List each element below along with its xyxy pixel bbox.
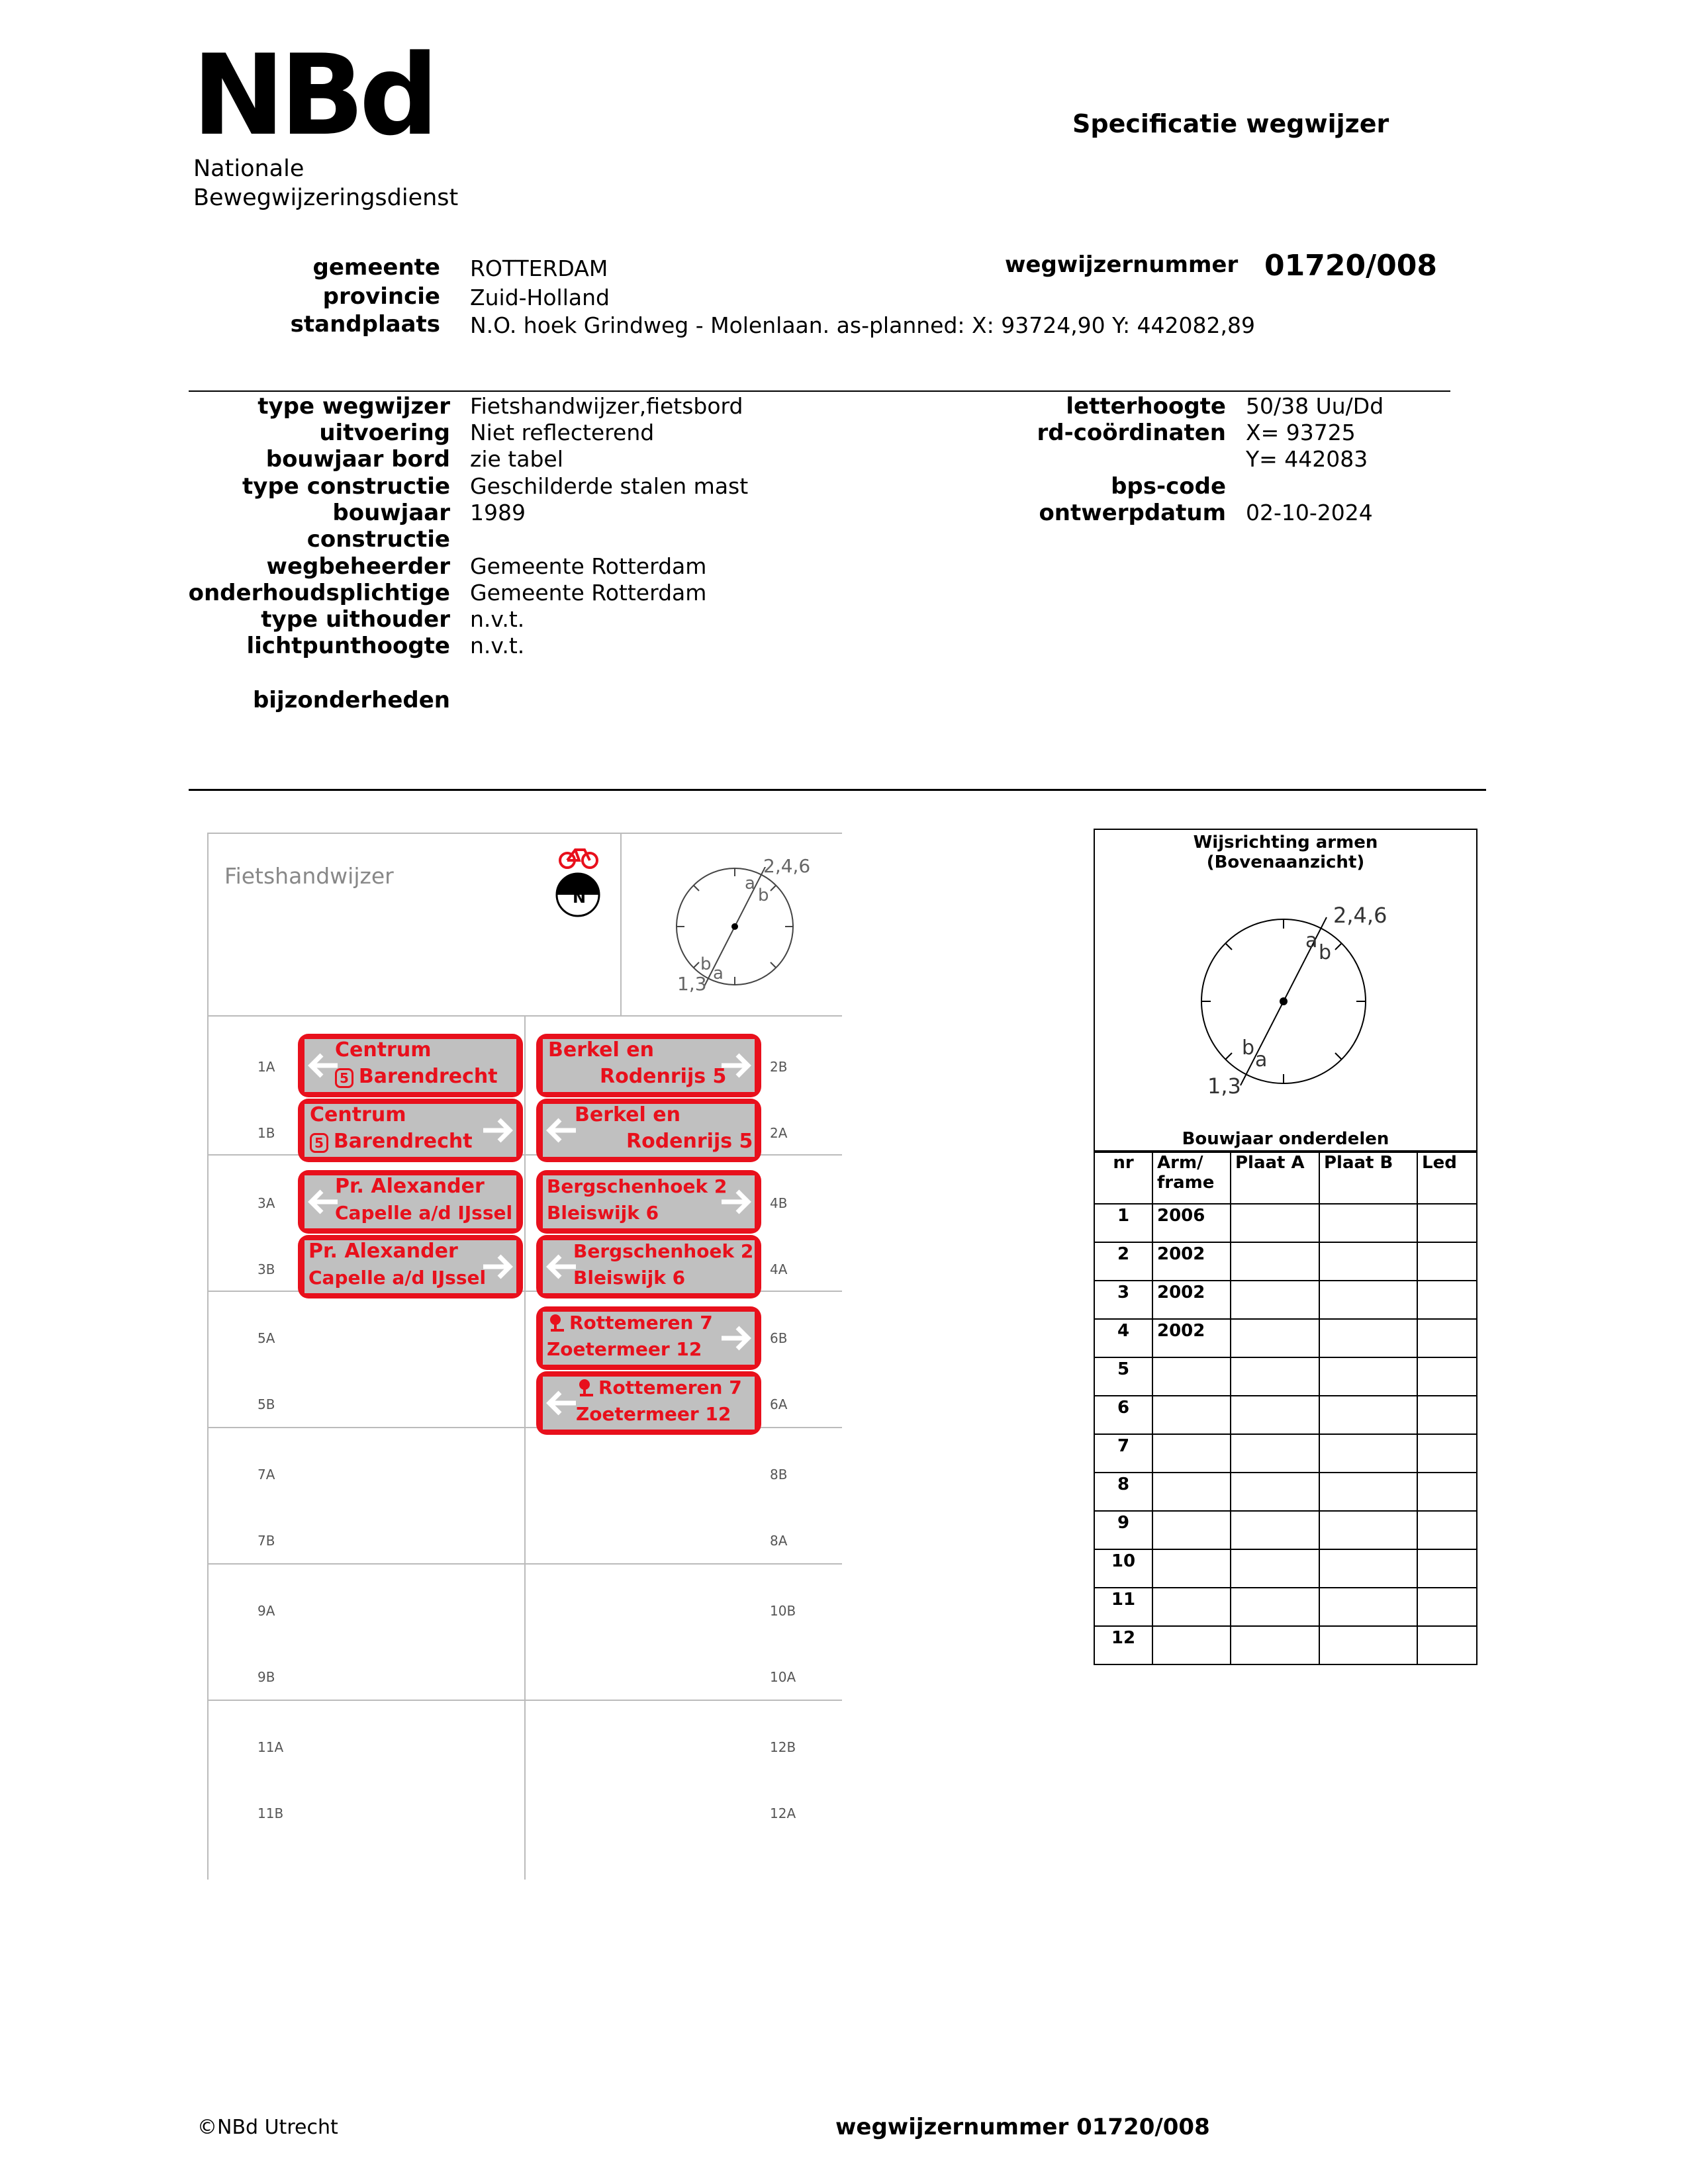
row-arm-frame: 2002 [1152, 1242, 1231, 1281]
plate-1a-line-2: 5 Barendrecht [335, 1064, 498, 1089]
plate-2b-line-1: Berkel en [548, 1038, 654, 1062]
col-plaat-a: Plaat A [1231, 1151, 1319, 1204]
lichtpunthoogte-value: n.v.t. [470, 633, 525, 659]
plate-6b [536, 1306, 761, 1370]
bouwjaar-constructie-label-2: constructie [306, 526, 450, 553]
slot-2b: 2B [770, 1059, 788, 1075]
plate-3b [298, 1235, 523, 1298]
plate-2a-line-1: Berkel en [575, 1103, 680, 1126]
compass-large-a-top: a [1305, 929, 1318, 952]
bouwjaar-title: Bouwjaar onderdelen [1182, 1129, 1389, 1149]
compass-large [1194, 912, 1373, 1091]
slot-7b: 7B [258, 1533, 275, 1549]
plate-4a-line-1: Bergschenhoek 2 [573, 1240, 754, 1262]
plate-2b [536, 1034, 761, 1097]
wegbeheerder-label: wegbeheerder [266, 553, 450, 580]
north-bike-icon [553, 842, 606, 921]
gemeente-label: gemeente [312, 254, 440, 281]
onderhoudsplichtige-value: Gemeente Rotterdam [470, 580, 707, 606]
plate-6a [536, 1371, 761, 1435]
letterhoogte-label: letterhoogte [1066, 393, 1226, 420]
row-line-4 [209, 1563, 842, 1565]
ontwerpdatum-label: ontwerpdatum [1039, 500, 1226, 526]
north-label: N [573, 888, 586, 907]
table-row [1094, 1434, 1477, 1473]
footer-copyright: ©NBd Utrecht [197, 2116, 338, 2139]
row-arm-frame [1152, 1357, 1231, 1396]
plate-4a-line-2: Bleiswijk 6 [573, 1267, 686, 1289]
plate-4a [536, 1235, 761, 1298]
panel-header-divider [620, 834, 622, 1015]
slot-4a: 4A [770, 1261, 788, 1277]
panel-title: Fietshandwijzer [224, 863, 394, 889]
plate-1b-line-1: Centrum [310, 1103, 406, 1126]
plate-3a-line-1: Pr. Alexander [335, 1175, 485, 1198]
rd-coordinaten-label: rd-coördinaten [1037, 420, 1226, 446]
bouwjaar-constructie-value: 1989 [470, 500, 526, 525]
table-row [1094, 1549, 1477, 1588]
plate-1a [298, 1034, 523, 1097]
type-uithouder-label: type uithouder [261, 606, 450, 633]
wijsrichting-title: Wijsrichting armen [1193, 833, 1378, 852]
row-arm-frame [1152, 1588, 1231, 1626]
row-arm-frame [1152, 1511, 1231, 1549]
uitvoering-value: Niet reflecterend [470, 420, 655, 445]
bouwjaar-constructie-label-1: bouwjaar [332, 500, 450, 526]
slot-6b: 6B [770, 1330, 788, 1346]
gemeente-value: ROTTERDAM [470, 255, 608, 281]
footer-nummer: wegwijzernummer 01720/008 [835, 2114, 1210, 2140]
compass-small-b-top: b [758, 886, 769, 905]
compass-small-a-top: a [745, 874, 755, 893]
route-badge: 5 [310, 1133, 328, 1153]
plate-6b-line-1: Rottemeren 7 [569, 1312, 713, 1334]
type-constructie-label: type constructie [242, 473, 450, 500]
arrow-right-icon [477, 1111, 516, 1150]
slot-3b: 3B [258, 1261, 275, 1277]
wijsrichting-subtitle: (Bovenaanzicht) [1206, 852, 1365, 872]
logo-line-1: Nationale [193, 156, 305, 182]
compass-large-top: 2,4,6 [1333, 903, 1387, 928]
plate-1b [298, 1099, 523, 1162]
plate-1b-line-2: 5 Barendrecht [310, 1129, 473, 1154]
type-wegwijzer-label: type wegwijzer [258, 393, 450, 420]
table-row [1094, 1473, 1477, 1511]
table-row [1094, 1511, 1477, 1549]
divider-top [189, 390, 1450, 392]
table-row [1094, 1319, 1477, 1357]
slot-12b: 12B [770, 1739, 796, 1755]
table-row [1094, 1626, 1477, 1664]
slot-11a: 11A [258, 1739, 284, 1755]
recreation-tree-icon [547, 1313, 567, 1333]
bouwjaar-bord-value: zie tabel [470, 446, 563, 472]
plate-3a-line-2: Capelle a/d IJssel [335, 1202, 513, 1224]
plate-6b-line-2: Zoetermeer 12 [547, 1338, 702, 1360]
wegwijzernummer-value: 01720/008 [1264, 249, 1437, 283]
plate-3b-line-2: Capelle a/d IJssel [308, 1267, 487, 1289]
row-arm-frame [1152, 1434, 1231, 1473]
table-header-row [1094, 1151, 1477, 1204]
standplaats-label: standplaats [290, 311, 440, 338]
row-arm-frame [1152, 1473, 1231, 1511]
slot-12a: 12A [770, 1805, 796, 1821]
plate-2b-line-2: Rodenrijs 5 [600, 1065, 727, 1088]
row-nr: 1 [1094, 1204, 1152, 1242]
slot-1a: 1A [258, 1059, 275, 1075]
uitvoering-label: uitvoering [319, 420, 450, 446]
table-row [1094, 1357, 1477, 1396]
document-title: Specificatie wegwijzer [1072, 109, 1389, 138]
plate-4b-line-2: Bleiswijk 6 [547, 1202, 659, 1224]
table-row [1094, 1588, 1477, 1626]
lichtpunthoogte-label: lichtpunthoogte [246, 633, 450, 659]
plate-4b-line-1: Bergschenhoek 2 [547, 1175, 727, 1197]
row-arm-frame: 2002 [1152, 1319, 1231, 1357]
logo-line-2: Bewegwijzeringsdienst [193, 185, 459, 211]
panel-center-line [524, 1015, 526, 1880]
sign-panel [207, 833, 842, 1880]
compass-small-bottom: 1,3 [677, 973, 707, 995]
bouwjaar-bord-label: bouwjaar bord [265, 446, 450, 473]
plate-3a [298, 1170, 523, 1234]
row-nr: 10 [1094, 1549, 1152, 1588]
row-arm-frame [1152, 1396, 1231, 1434]
row-nr: 3 [1094, 1281, 1152, 1319]
plate-6a-line-2: Zoetermeer 12 [576, 1403, 731, 1425]
compass-large-b-bottom: b [1242, 1036, 1255, 1060]
plate-3b-line-1: Pr. Alexander [308, 1240, 458, 1263]
wijsrichting-box [1094, 829, 1477, 1153]
slot-5b: 5B [258, 1396, 275, 1412]
row-nr: 11 [1094, 1588, 1152, 1626]
col-led: Led [1417, 1151, 1477, 1204]
compass-small-a-bottom: a [713, 964, 724, 983]
row-arm-frame: 2006 [1152, 1204, 1231, 1242]
table-row [1094, 1396, 1477, 1434]
plate-4b [536, 1170, 761, 1234]
bps-code-label: bps-code [1111, 473, 1226, 500]
route-badge: 5 [335, 1068, 353, 1088]
provincie-value: Zuid-Holland [470, 285, 610, 310]
row-arm-frame [1152, 1626, 1231, 1664]
compass-small-b-bottom: b [700, 954, 712, 974]
row-nr: 12 [1094, 1626, 1152, 1664]
row-nr: 6 [1094, 1396, 1152, 1434]
provincie-label: provincie [322, 283, 440, 310]
table-row [1094, 1281, 1477, 1319]
onderhoudsplichtige-label: onderhoudsplichtige [188, 580, 450, 606]
slot-8b: 8B [770, 1467, 788, 1482]
plate-2a [536, 1099, 761, 1162]
col-nr: nr [1094, 1151, 1152, 1204]
nbd-logo: NBd [192, 30, 434, 160]
type-constructie-value: Geschilderde stalen mast [470, 473, 749, 499]
ontwerpdatum-value: 02-10-2024 [1246, 500, 1373, 525]
type-uithouder-value: n.v.t. [470, 606, 525, 632]
row-nr: 5 [1094, 1357, 1152, 1396]
table-row [1094, 1242, 1477, 1281]
letterhoogte-value: 50/38 Uu/Dd [1246, 393, 1384, 419]
compass-large-b-top: b [1319, 941, 1332, 964]
row-nr: 8 [1094, 1473, 1152, 1511]
slot-4b: 4B [770, 1195, 788, 1211]
standplaats-value: N.O. hoek Grindweg - Molenlaan. as-planned: X: 93724,90 Y: 442082,89 [470, 312, 1256, 338]
row-nr: 2 [1094, 1242, 1152, 1281]
bouwjaar-table [1094, 1150, 1477, 1665]
slot-6a: 6A [770, 1396, 788, 1412]
slot-11b: 11B [258, 1805, 284, 1821]
row-nr: 4 [1094, 1319, 1152, 1357]
wegbeheerder-value: Gemeente Rotterdam [470, 553, 707, 579]
slot-5a: 5A [258, 1330, 275, 1346]
rd-y-value: Y= 442083 [1246, 446, 1368, 472]
plate-6a-line-1: Rottemeren 7 [598, 1377, 742, 1398]
slot-7a: 7A [258, 1467, 275, 1482]
slot-2a: 2A [770, 1125, 788, 1141]
divider-bottom [189, 789, 1486, 791]
col-plaat-b: Plaat B [1319, 1151, 1417, 1204]
compass-small-top: 2,4,6 [763, 855, 811, 877]
rd-x-value: X= 93725 [1246, 420, 1356, 445]
row-arm-frame [1152, 1549, 1231, 1588]
row-nr: 7 [1094, 1434, 1152, 1473]
recreation-tree-icon [576, 1378, 596, 1398]
row-arm-frame: 2002 [1152, 1281, 1231, 1319]
slot-10a: 10A [770, 1669, 796, 1685]
plate-2a-line-2: Rodenrijs 5 [626, 1130, 753, 1153]
plate-1a-line-1: Centrum [335, 1038, 432, 1062]
slot-9b: 9B [258, 1669, 275, 1685]
wegwijzernummer-label: wegwijzernummer [1005, 251, 1239, 278]
bijzonderheden-label: bijzonderheden [252, 687, 450, 713]
slot-1b: 1B [258, 1125, 275, 1141]
compass-large-bottom: 1,3 [1207, 1073, 1241, 1099]
arrow-right-icon [715, 1318, 755, 1358]
slot-3a: 3A [258, 1195, 275, 1211]
table-row [1094, 1204, 1477, 1242]
row-line-5 [209, 1700, 842, 1701]
slot-10b: 10B [770, 1603, 796, 1619]
compass-large-a-bottom: a [1255, 1048, 1268, 1071]
slot-8a: 8A [770, 1533, 788, 1549]
col-arm-frame: Arm/ frame [1152, 1151, 1231, 1204]
slot-9a: 9A [258, 1603, 275, 1619]
type-wegwijzer-value: Fietshandwijzer,fietsbord [470, 393, 743, 419]
row-nr: 9 [1094, 1511, 1152, 1549]
